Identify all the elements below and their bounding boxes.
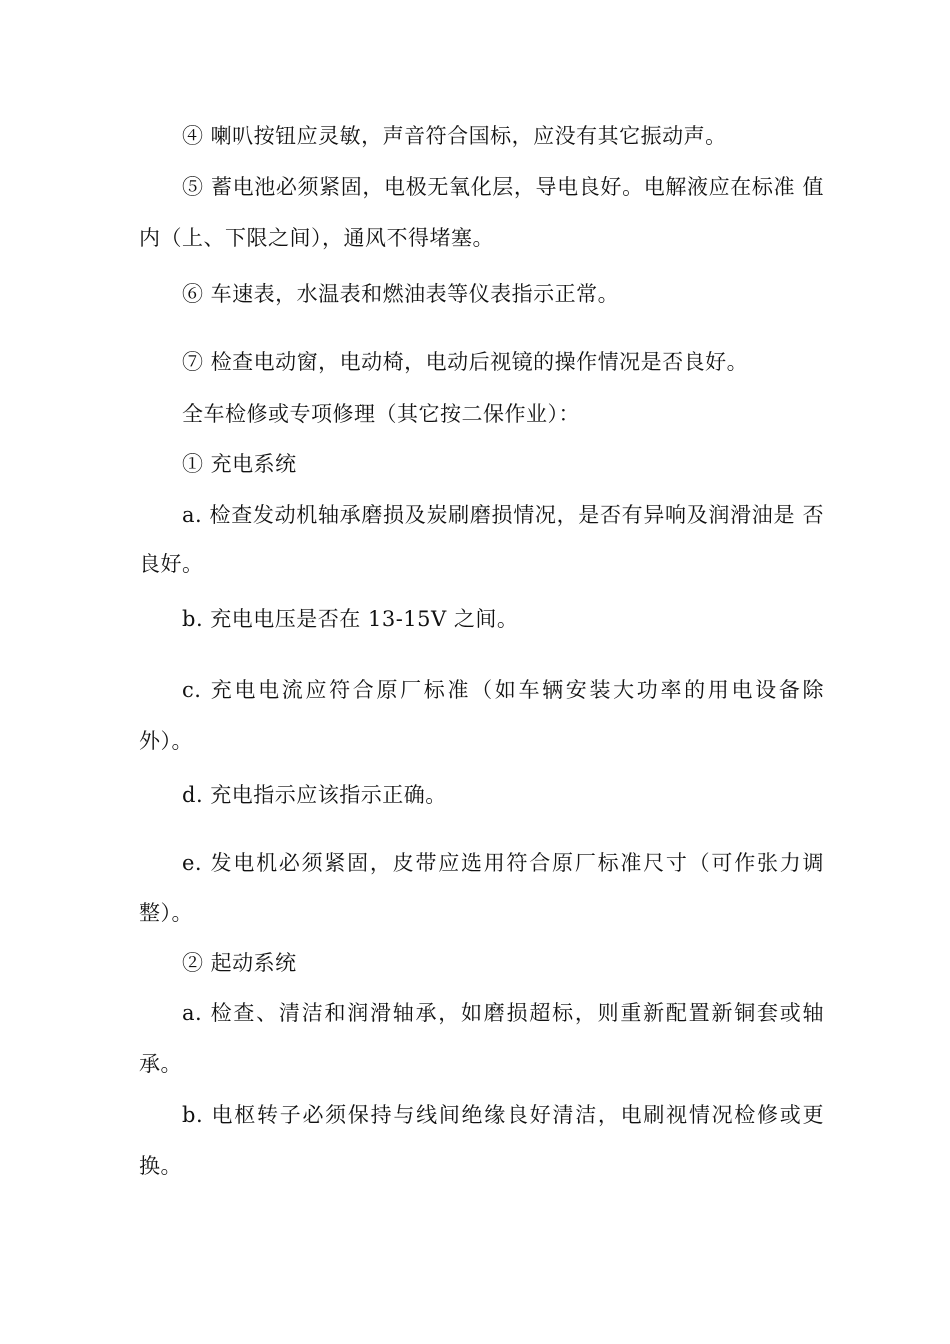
paragraph-battery-line-1: ⑤ 蓄电池必须紧固，电极无氧化层，导电良好。电解液应在标准 值: [182, 175, 824, 199]
item-charging-a-line-2: 良好。: [139, 552, 204, 576]
item-starting-b-line-1: b. 电枢转子必须保持与线间绝缘良好清洁，电刷视情况检修或更: [182, 1103, 824, 1127]
item-charging-c-line-2: 外）。: [139, 729, 193, 753]
item-starting-a-line-1: a. 检查、清洁和润滑轴承，如磨损超标，则重新配置新铜套或轴: [182, 1001, 824, 1025]
paragraph-horn-button: ④ 喇叭按钮应灵敏，声音符合国标，应没有其它振动声。: [182, 124, 727, 148]
paragraph-power-windows: ⑦ 检查电动窗，电动椅，电动后视镜的操作情况是否良好。: [182, 350, 749, 374]
paragraph-battery-line-2: 内（上、下限之间），通风不得堵塞。: [139, 226, 494, 250]
item-charging-c-line-1: c. 充电电流应符合原厂标准（如车辆安装大功率的用电设备除: [182, 678, 824, 702]
item-charging-e-line-1: e. 发电机必须紧固，皮带应选用符合原厂标准尺寸（可作张力调: [182, 851, 824, 875]
item-charging-b: b. 充电电压是否在 13-15V 之间。: [182, 607, 519, 631]
paragraph-instruments: ⑥ 车速表，水温表和燃油表等仪表指示正常。: [182, 282, 620, 306]
subheading-starting-system: ② 起动系统: [182, 951, 297, 975]
item-charging-e-line-2: 整）。: [139, 901, 193, 925]
item-charging-d: d. 充电指示应该指示正确。: [182, 783, 447, 807]
section-heading-overhaul: 全车检修或专项修理（其它按二保作业）：: [182, 402, 580, 426]
item-starting-b-line-2: 换。: [139, 1154, 182, 1178]
item-charging-a-line-1: a. 检查发动机轴承磨损及炭刷磨损情况，是否有异响及润滑油是 否: [182, 503, 824, 527]
subheading-charging-system: ① 充电系统: [182, 452, 297, 476]
item-starting-a-line-2: 承。: [139, 1052, 182, 1076]
